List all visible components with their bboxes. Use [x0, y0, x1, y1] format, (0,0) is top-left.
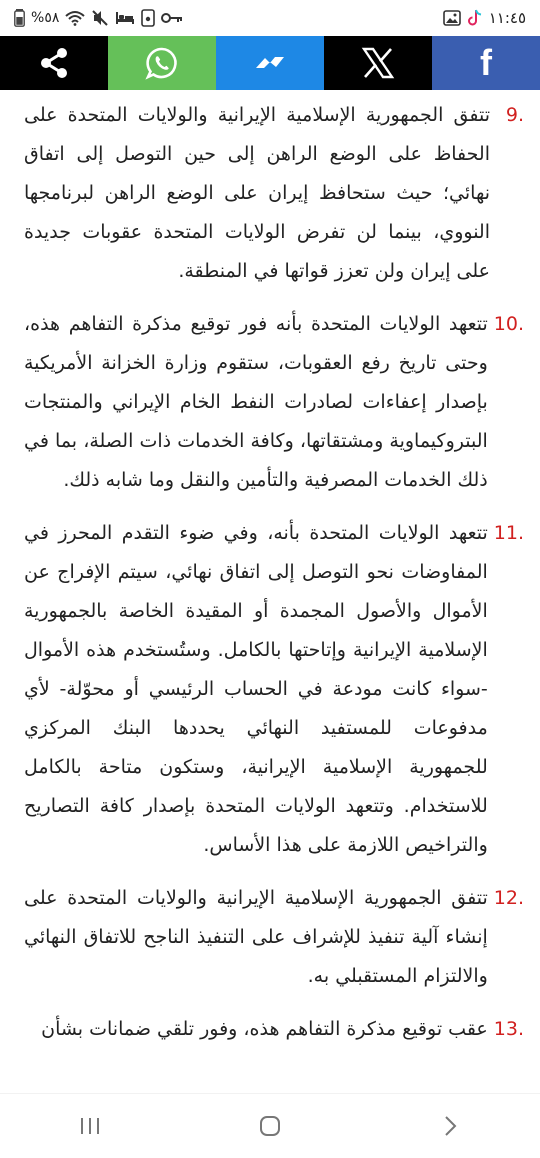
item-text: تتعهد الولايات المتحدة بأنه، وفي ضوء التقدم المحرز في المفاوضات نحو التوصل إلى اتفاق نهائي، سيتم الإفراج عن الأموال والأصول المجمدة أو المقيدة الخاصة بالجمهورية الإسلامية الإيرانية وإتاحتها بالكامل. وستُستخدم هذه الأموال -سواء كانت مودعة في الحساب الرئيسي أو محوّلة- لأي مدفوعات للمستفيد النهائي يحددها البنك المركزي للجمهورية الإسلامية الإيرانية، وستكون متاحة بالكامل للاستخدام. وتتعهد الولايات المتحدة بإصدار كافة التصاريح والتراخيص اللازمة على هذا الأساس.: [24, 522, 488, 856]
whatsapp-icon: [144, 45, 180, 81]
navigation-bar: [0, 1093, 540, 1158]
share-icon: [36, 45, 72, 81]
item-number: 10.: [493, 313, 524, 335]
tiktok-icon: [467, 9, 483, 27]
messenger-button[interactable]: [216, 36, 324, 90]
article-content: [0, 90, 540, 1094]
status-left: [14, 9, 183, 27]
x-icon: [361, 46, 395, 80]
item-text: تتعهد الولايات المتحدة بأنه فور توقيع مذكرة التفاهم هذه، وحتى تاريخ رفع العقوبات، ستقوم وزارة الخزانة الأمريكية بإصدار إعفاءات لصادرات النفط الخام الإيراني والمنتجات البتروكيماوية ومشتقاتها، وكافة الخدمات ذات الصلة، بما في ذلك الخدمات المصرفية والتأمين والنقل وما شابه ذلك.: [24, 313, 488, 491]
status-bar: [0, 0, 540, 36]
share-bar: [0, 36, 540, 90]
home-icon: [258, 1114, 282, 1138]
item-number: 13.: [493, 1018, 524, 1040]
list-item: [24, 96, 524, 291]
back-icon: [440, 1114, 460, 1138]
sleep-mode-icon: [115, 10, 135, 26]
recent-apps-icon: [78, 1116, 102, 1136]
recent-apps-button[interactable]: [60, 1106, 120, 1146]
item-text: عقب توقيع مذكرة التفاهم هذه، وفور تلقي ضمانات بشأن: [41, 1018, 488, 1040]
gallery-icon: [443, 10, 461, 26]
facebook-button[interactable]: [432, 36, 540, 90]
list-item: [24, 514, 524, 865]
x-button[interactable]: [324, 36, 432, 90]
mute-icon: [91, 9, 109, 27]
status-time: ١١:٤٥: [488, 9, 526, 27]
item-number: 9.: [505, 104, 524, 126]
messenger-icon: [252, 45, 288, 81]
whatsapp-button[interactable]: [108, 36, 216, 90]
item-text: تتفق الجمهورية الإسلامية الإيرانية والولايات المتحدة على الحفاظ على الوضع الراهن إلى حين التوصل إلى اتفاق نهائي؛ حيث ستحافظ إيران على الوضع الراهن لبرنامجها النووي، بينما لن تفرض الولايات المتحدة عقوبات جديدة على إيران ولن تعزز قواتها في المنطقة.: [24, 104, 490, 282]
item-number: 11.: [493, 522, 524, 544]
item-number: 12.: [493, 887, 524, 909]
lock-app-icon: [141, 9, 155, 27]
battery-icon: [14, 9, 25, 27]
share-button[interactable]: [0, 36, 108, 90]
battery-percent: %٥٨: [31, 10, 60, 26]
status-right: [443, 9, 526, 27]
wifi-icon: [65, 10, 85, 26]
key-icon: [161, 11, 183, 25]
home-button[interactable]: [240, 1106, 300, 1146]
facebook-icon: f: [480, 42, 492, 83]
back-button[interactable]: [420, 1106, 480, 1146]
item-text: تتفق الجمهورية الإسلامية الإيرانية والولايات المتحدة على إنشاء آلية تنفيذ للإشراف على التنفيذ الناجح للاتفاق النهائي والالتزام المستقبلي به.: [24, 887, 488, 987]
list-item: [24, 1010, 524, 1049]
list-item: [24, 879, 524, 996]
list-item: [24, 305, 524, 500]
